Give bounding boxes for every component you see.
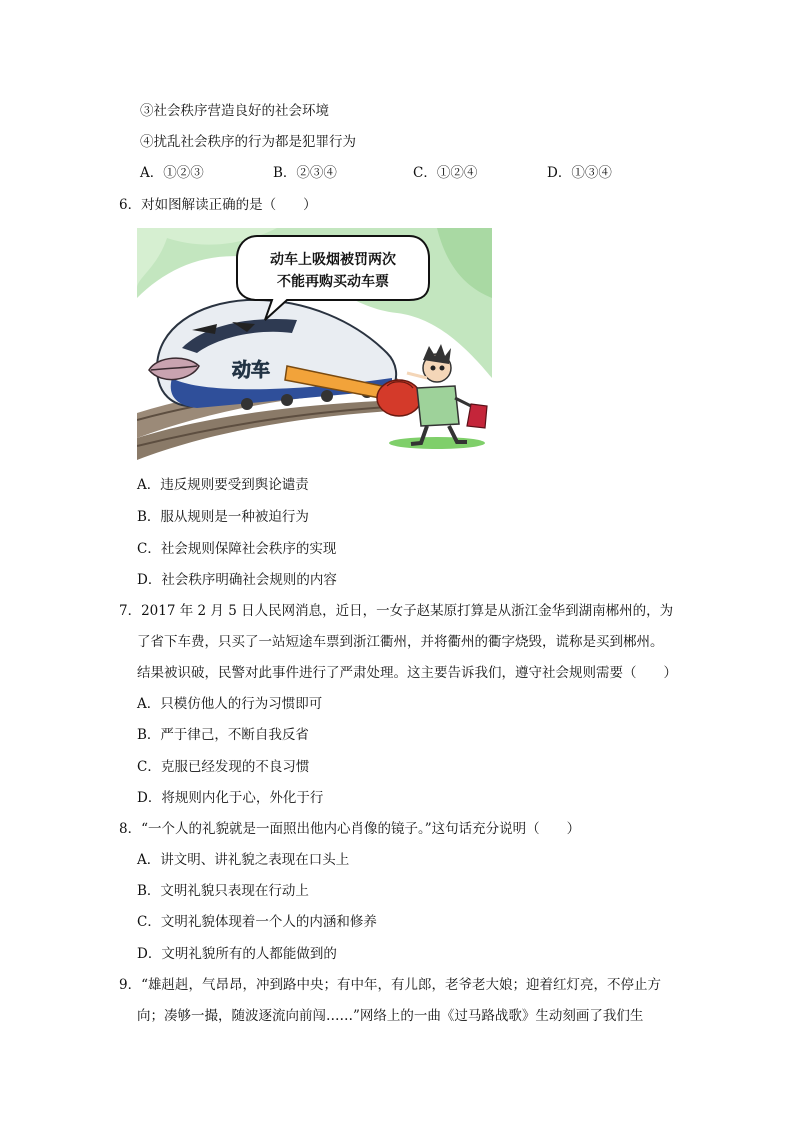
q6-option-c: C．社会规则保障社会秩序的实现: [137, 541, 337, 557]
q8-option-b: B．文明礼貌只表现在行动上: [137, 883, 309, 899]
q7-option-d: D．将规则内化于心，外化于行: [137, 790, 324, 806]
q5-option-c: C．①②④: [413, 165, 478, 181]
q8-stem: 8．“一个人的礼貌就是一面照出他内心肖像的镜子。”这句话充分说明（ ）: [119, 821, 581, 837]
q6-cartoon-image: [137, 228, 492, 460]
q9-stem-line-2: 向；凑够一撮，随波逐流向前闯……”网络上的一曲《过马路战歌》生动刻画了我们生: [137, 1008, 644, 1024]
q8-option-d: D．文明礼貌所有的人都能做到的: [137, 946, 337, 962]
q5-option-d: D．①③④: [547, 165, 612, 181]
q7-stem-line-3: 结果被识破，民警对此事件进行了严肃处理。这主要告诉我们，遵守社会规则需要（ ）: [137, 665, 677, 681]
q5-item-4: ④扰乱社会秩序的行为都是犯罪行为: [140, 134, 356, 150]
q5-item-3: ③社会秩序营造良好的社会环境: [140, 103, 329, 119]
q9-stem-line-1: 9．“雄赳赳，气昂昂，冲到路中央；有中年，有儿郎，老爷老大娘；迎着红灯亮，不停止方: [119, 977, 661, 993]
q5-option-a: A．①②③: [140, 165, 204, 181]
bubble-line-1: 动车上吸烟被罚两次: [270, 252, 396, 268]
q5-options: [140, 163, 660, 183]
q7-option-b: B．严于律己，不断自我反省: [137, 727, 309, 743]
q8-option-a: A．讲文明、讲礼貌之表现在口头上: [137, 852, 350, 868]
train-label: 动车: [232, 359, 271, 381]
q7-stem-line-1: 7．2017 年 2 月 5 日人民网消息，近日，一女子赵某原打算是从浙江金华到湖南郴州的，为: [119, 603, 674, 619]
q6-stem: 6．对如图解读正确的是（ ）: [119, 197, 317, 213]
q6-option-b: B．服从规则是一种被迫行为: [137, 509, 309, 525]
bubble-line-2: 不能再购买动车票: [277, 274, 389, 290]
startled-man: [407, 344, 487, 444]
q6-option-a: A．违反规则要受到舆论谴责: [137, 477, 309, 493]
q7-option-a: A．只模仿他人的行为习惯即可: [137, 696, 323, 712]
q7-option-c: C．克服已经发现的不良习惯: [137, 759, 310, 775]
q7-stem-line-2: 了省下车费，只买了一站短途车票到浙江衢州，并将衢州的衢字烧毁，谎称是买到郴州。: [137, 634, 664, 650]
q5-option-b: B．②③④: [273, 165, 337, 181]
q6-option-d: D．社会秩序明确社会规则的内容: [137, 572, 337, 588]
q8-option-c: C．文明礼貌体现着一个人的内涵和修养: [137, 914, 377, 930]
